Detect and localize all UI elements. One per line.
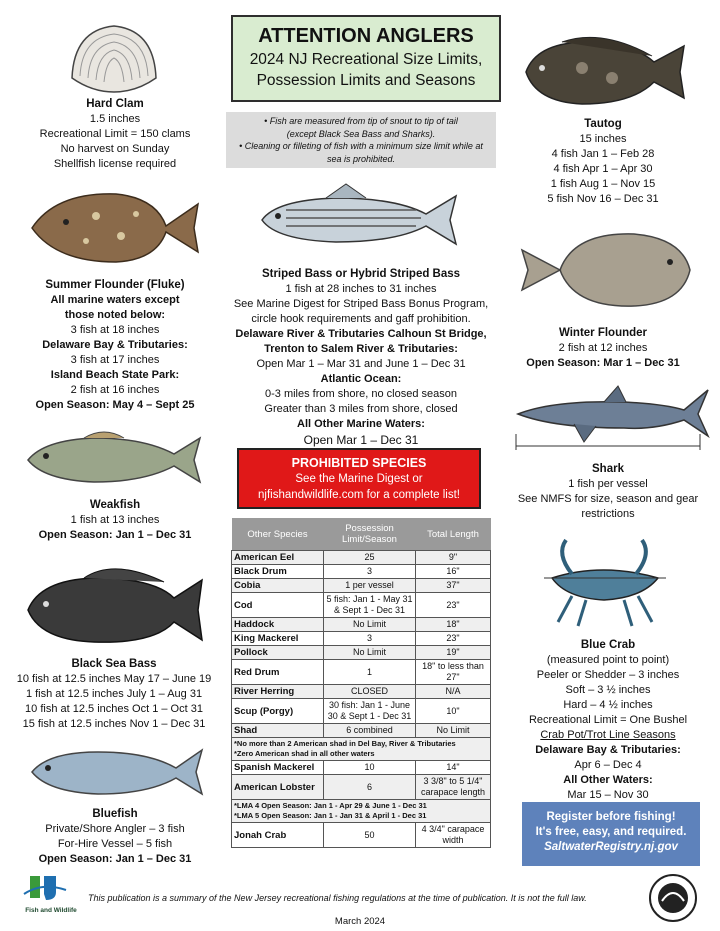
table-row bbox=[232, 660, 491, 685]
black-sea-bass-text: 15 fish at 12.5 inches Nov 1 – Dec 31 bbox=[22, 718, 206, 730]
weakfish-name: Weakfish bbox=[89, 499, 141, 511]
table-row bbox=[232, 724, 491, 738]
species-length: 14" bbox=[416, 761, 491, 775]
striped-bass-text: All Other Marine Waters: bbox=[297, 418, 425, 430]
species-limit: 6 bbox=[324, 775, 416, 800]
bluefish-text: Private/Shore Angler – 3 fish bbox=[45, 823, 185, 835]
blue-crab-text: Hard – 4 ½ inches bbox=[563, 699, 653, 711]
tautog-text: 1 fish Aug 1 – Nov 15 bbox=[550, 178, 656, 190]
summer-flounder-info bbox=[20, 278, 210, 413]
black-sea-bass-text: 10 fish at 12.5 inches Oct 1 – Oct 31 bbox=[25, 703, 203, 715]
lobster-note bbox=[232, 800, 491, 823]
species-length: 3 3/8" to 5 1/4" carapace length bbox=[416, 775, 491, 800]
table-note-row bbox=[232, 738, 491, 761]
hard-clam-name: Hard Clam bbox=[86, 98, 144, 110]
species-limit: 5 fish: Jan 1 - May 31 & Sept 1 - Dec 31 bbox=[324, 593, 416, 618]
table-row bbox=[232, 632, 491, 646]
hard-clam-image bbox=[66, 20, 162, 96]
striped-bass-text: 1 fish at 28 inches to 31 inches bbox=[285, 283, 437, 295]
table-row bbox=[232, 593, 491, 618]
species-length: 18" to less than 27" bbox=[416, 660, 491, 685]
prohibited-link[interactable]: njfishandwildlife.com for a complete list! bbox=[258, 489, 460, 501]
blue-crab-image bbox=[542, 534, 668, 630]
logo-caption: Fish and Wildlife bbox=[25, 907, 77, 914]
summer-flounder-text: Delaware Bay & Tributaries: bbox=[42, 339, 188, 351]
weakfish-season: Open Season: Jan 1 – Dec 31 bbox=[38, 529, 192, 541]
striped-bass-text: See Marine Digest for Striped Bass Bonus Program, bbox=[233, 298, 489, 310]
bluefish-season: Open Season: Jan 1 – Dec 31 bbox=[38, 853, 192, 865]
striped-bass-text: Open Mar 1 – Dec 31 bbox=[303, 433, 419, 447]
table-header: Other Species bbox=[232, 518, 324, 551]
shark-text: restrictions bbox=[581, 508, 635, 520]
species-name: Spanish Mackerel bbox=[232, 761, 324, 775]
note-line: sea is prohibited. bbox=[326, 153, 396, 164]
species-length: 23" bbox=[416, 632, 491, 646]
shark-text: See NMFS for size, season and gear bbox=[517, 493, 699, 505]
species-length: N/A bbox=[416, 685, 491, 699]
striped-bass-image bbox=[256, 180, 460, 260]
black-sea-bass-name: Black Sea Bass bbox=[71, 658, 157, 670]
species-limit: 3 bbox=[324, 565, 416, 579]
bluefish-info bbox=[20, 807, 210, 867]
species-length: No Limit bbox=[416, 724, 491, 738]
species-length: 9" bbox=[416, 551, 491, 565]
summer-flounder-name: Summer Flounder (Fluke) bbox=[45, 279, 185, 291]
summer-flounder-text: 2 fish at 16 inches bbox=[70, 384, 160, 396]
bluefish-name: Bluefish bbox=[92, 808, 138, 820]
weakfish-image bbox=[24, 424, 202, 494]
weakfish-text: 1 fish at 13 inches bbox=[70, 514, 160, 526]
species-limit: 25 bbox=[324, 551, 416, 565]
table-header: Possession Limit/Season bbox=[324, 518, 416, 551]
summer-flounder-text: All marine waters except bbox=[50, 294, 180, 306]
winter-flounder-name: Winter Flounder bbox=[558, 327, 648, 339]
hard-clam-sunday: No harvest on Sunday bbox=[60, 143, 170, 155]
black-sea-bass-image bbox=[24, 560, 204, 650]
species-limit: 50 bbox=[324, 823, 416, 848]
prohibited-species-box bbox=[237, 448, 481, 509]
species-name: Black Drum bbox=[232, 565, 324, 579]
tautog-name: Tautog bbox=[584, 118, 622, 130]
table-row bbox=[232, 823, 491, 848]
shark-image bbox=[514, 384, 710, 454]
blue-crab-text: Recreational Limit = One Bushel bbox=[528, 714, 688, 726]
register-text: It's free, easy, and required. bbox=[535, 826, 687, 838]
winter-flounder-info bbox=[508, 326, 698, 371]
page-subtitle-1: 2024 NJ Recreational Size Limits, bbox=[249, 51, 483, 68]
species-length: 16" bbox=[416, 565, 491, 579]
table-row bbox=[232, 685, 491, 699]
species-limit: 10 bbox=[324, 761, 416, 775]
shad-note bbox=[232, 738, 491, 761]
species-name: Cod bbox=[232, 593, 324, 618]
species-limit: 1 per vessel bbox=[324, 579, 416, 593]
shark-text: 1 fish per vessel bbox=[568, 478, 648, 490]
summer-flounder-image bbox=[26, 186, 202, 268]
table-row bbox=[232, 775, 491, 800]
blue-crab-text: Mar 15 – Nov 30 bbox=[567, 789, 649, 801]
species-name: American Eel bbox=[232, 551, 324, 565]
blue-crab-name: Blue Crab bbox=[580, 639, 636, 651]
striped-bass-text: Trenton to Salem River & Tributaries: bbox=[264, 343, 458, 355]
note-line: • Cleaning or filleting of fish with a minimum size limit while at bbox=[239, 141, 483, 151]
species-limit: 30 fish: Jan 1 - June 30 & Sept 1 - Dec 31 bbox=[324, 699, 416, 724]
lobster-note-2: *LMA 5 Open Season: Jan 1 - Jan 31 & April 1 - Dec 31 bbox=[234, 811, 427, 820]
species-length: 37" bbox=[416, 579, 491, 593]
species-name: American Lobster bbox=[232, 775, 324, 800]
species-limit: No Limit bbox=[324, 646, 416, 660]
table-row bbox=[232, 565, 491, 579]
species-name: Shad bbox=[232, 724, 324, 738]
footer-disclaimer: This publication is a summary of the New Jersey recreational fishing regulations at the time of publication. It is not the full law. bbox=[88, 893, 587, 903]
table-row bbox=[232, 699, 491, 724]
striped-bass-text: 0-3 miles from shore, no closed season bbox=[265, 388, 457, 400]
blue-crab-seasons-heading: Crab Pot/Trot Line Seasons bbox=[540, 729, 676, 741]
tautog-text: 15 inches bbox=[579, 133, 627, 145]
title-box bbox=[231, 15, 501, 102]
publication-date: March 2024 bbox=[334, 916, 386, 927]
winter-flounder-text: 2 fish at 12 inches bbox=[558, 342, 648, 354]
shad-note-2: *Zero American shad in all other waters bbox=[234, 749, 375, 758]
species-limit: No Limit bbox=[324, 618, 416, 632]
tautog-image bbox=[522, 28, 688, 110]
shark-name: Shark bbox=[592, 463, 624, 475]
register-link[interactable]: SaltwaterRegistry.nj.gov bbox=[544, 841, 678, 853]
table-row bbox=[232, 551, 491, 565]
species-length: 10" bbox=[416, 699, 491, 724]
striped-bass-name: Striped Bass or Hybrid Striped Bass bbox=[261, 268, 461, 280]
summer-flounder-season: Open Season: May 4 – Sept 25 bbox=[35, 399, 195, 411]
summer-flounder-text: Island Beach State Park: bbox=[50, 369, 180, 381]
hard-clam-size: 1.5 inches bbox=[89, 113, 141, 125]
black-sea-bass-text: 1 fish at 12.5 inches July 1 – Aug 31 bbox=[25, 688, 203, 700]
summer-flounder-text: 3 fish at 17 inches bbox=[70, 354, 160, 366]
striped-bass-text: Greater than 3 miles from shore, closed bbox=[264, 403, 458, 415]
tautog-text: 4 fish Apr 1 – Apr 30 bbox=[553, 163, 653, 175]
tautog-info bbox=[508, 117, 698, 207]
blue-crab-text: Apr 6 – Dec 4 bbox=[574, 759, 642, 771]
species-length: 4 3/4" carapace width bbox=[416, 823, 491, 848]
species-name: Cobia bbox=[232, 579, 324, 593]
blue-crab-text: Soft – 3 ½ inches bbox=[565, 684, 651, 696]
page-title: ATTENTION ANGLERS bbox=[258, 25, 474, 47]
table-row bbox=[232, 646, 491, 660]
table-header: Total Length bbox=[416, 518, 491, 551]
blue-crab-text: All Other Waters: bbox=[563, 774, 653, 786]
nj-fish-wildlife-logo bbox=[22, 872, 80, 916]
register-heading: Register before fishing! bbox=[546, 811, 676, 823]
species-limit: 6 combined bbox=[324, 724, 416, 738]
species-limit: 3 bbox=[324, 632, 416, 646]
dep-seal-icon bbox=[648, 873, 698, 923]
weakfish-info bbox=[20, 498, 210, 543]
species-name: Pollock bbox=[232, 646, 324, 660]
species-name: Haddock bbox=[232, 618, 324, 632]
tautog-text: 4 fish Jan 1 – Feb 28 bbox=[551, 148, 655, 160]
striped-bass-info bbox=[226, 267, 496, 449]
species-name: Red Drum bbox=[232, 660, 324, 685]
striped-bass-text: Open Mar 1 – Mar 31 and June 1 – Dec 31 bbox=[256, 358, 466, 370]
register-box bbox=[522, 802, 700, 866]
measurement-notes bbox=[226, 112, 496, 168]
blue-crab-text: Delaware Bay & Tributaries: bbox=[535, 744, 681, 756]
species-name: Jonah Crab bbox=[232, 823, 324, 848]
black-sea-bass-text: 10 fish at 12.5 inches May 17 – June 19 bbox=[16, 673, 212, 685]
nj-logo-icon bbox=[22, 872, 80, 902]
blue-crab-text: (measured point to point) bbox=[546, 654, 670, 666]
bluefish-text: For-Hire Vessel – 5 fish bbox=[57, 838, 173, 850]
table-row bbox=[232, 761, 491, 775]
shad-note-1: *No more than 2 American shad in Del Bay, River & Tributaries bbox=[234, 739, 456, 748]
shark-info bbox=[508, 462, 708, 522]
striped-bass-text: circle hook requirements and gaff prohibition. bbox=[251, 313, 471, 325]
hard-clam-info bbox=[20, 97, 210, 172]
table-header-row bbox=[232, 518, 491, 551]
black-sea-bass-info bbox=[4, 657, 224, 732]
page-subtitle-2: Possession Limits and Seasons bbox=[256, 72, 476, 89]
species-limit: CLOSED bbox=[324, 685, 416, 699]
species-name: King Mackerel bbox=[232, 632, 324, 646]
species-name: River Herring bbox=[232, 685, 324, 699]
summer-flounder-text: those noted below: bbox=[64, 309, 166, 321]
lobster-note-1: *LMA 4 Open Season: Jan 1 - Apr 29 & June 1 - Dec 31 bbox=[234, 801, 427, 810]
note-line: • Fish are measured from tip of snout to tip of tail bbox=[264, 116, 458, 126]
species-length: 19" bbox=[416, 646, 491, 660]
table-note-row bbox=[232, 800, 491, 823]
hard-clam-license: Shellfish license required bbox=[53, 158, 177, 170]
species-limit: 1 bbox=[324, 660, 416, 685]
table-row bbox=[232, 579, 491, 593]
blue-crab-text: Peeler or Shedder – 3 inches bbox=[536, 669, 680, 681]
tautog-text: 5 fish Nov 16 – Dec 31 bbox=[547, 193, 659, 205]
species-length: 18" bbox=[416, 618, 491, 632]
prohibited-heading: PROHIBITED SPECIES bbox=[291, 456, 427, 470]
bluefish-image bbox=[28, 742, 204, 802]
hard-clam-limit: Recreational Limit = 150 clams bbox=[39, 128, 191, 140]
species-name: Scup (Porgy) bbox=[232, 699, 324, 724]
winter-flounder-season: Open Season: Mar 1 – Dec 31 bbox=[526, 357, 680, 369]
summer-flounder-text: 3 fish at 18 inches bbox=[70, 324, 160, 336]
blue-crab-info bbox=[508, 638, 708, 803]
striped-bass-text: Delaware River & Tributaries Calhoun St Bridge, bbox=[235, 328, 487, 340]
note-line: (except Black Sea Bass and Sharks). bbox=[286, 128, 436, 139]
table-row bbox=[232, 618, 491, 632]
other-species-table bbox=[231, 518, 491, 848]
striped-bass-text: Atlantic Ocean: bbox=[320, 373, 402, 385]
prohibited-text: See the Marine Digest or bbox=[295, 473, 423, 485]
winter-flounder-image bbox=[514, 226, 694, 314]
species-length: 23" bbox=[416, 593, 491, 618]
